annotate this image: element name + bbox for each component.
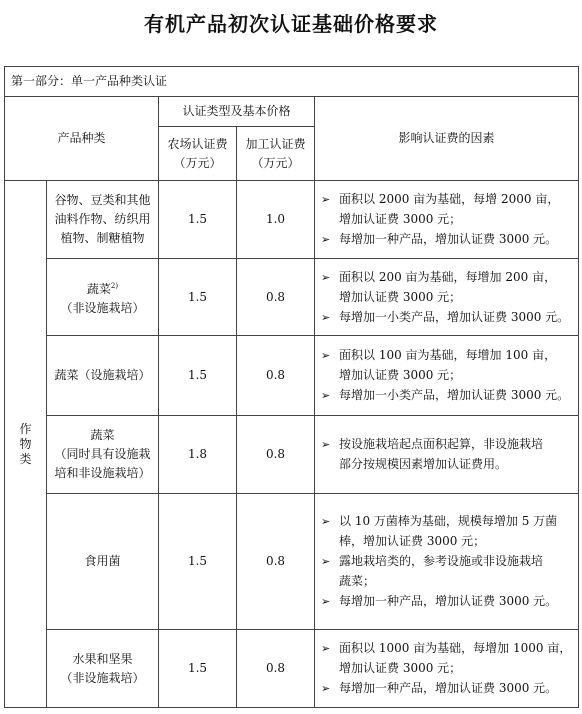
factor-text: 棒，增加认证费 3000 元；: [339, 534, 486, 548]
farm-fee-value: 1.5: [159, 259, 237, 336]
factor-text: 面积以 100 亩为基础，每增加 100 亩，: [339, 348, 557, 362]
product-cell: [47, 181, 159, 259]
product-line: （同时具有设施栽: [54, 447, 151, 461]
factors-cell: [315, 630, 579, 708]
factor-text: 增加认证费 3000 元；: [339, 368, 462, 382]
product-line: 食用菌: [84, 554, 121, 568]
factor-line: [321, 230, 572, 249]
processing-fee-value: 0.8: [237, 630, 315, 708]
header-processing-fee-unit: （万元）: [251, 155, 300, 170]
page-title: 有机产品初次认证基础价格要求: [144, 12, 438, 36]
processing-fee-value: 0.8: [237, 416, 315, 494]
factor-text: 面积以 200 亩为基础，每增加 200 亩，: [339, 269, 557, 284]
factor-line: [321, 308, 572, 327]
bullet-arrow-icon: ➢: [321, 389, 331, 402]
footnote-mark: 2): [110, 281, 119, 290]
factor-text: 增加认证费 3000 元；: [339, 212, 462, 226]
factor-line: [321, 190, 572, 209]
bullet-arrow-icon: ➢: [321, 682, 331, 695]
product-line: 蔬菜: [90, 428, 115, 442]
header-farm-fee: [159, 127, 237, 181]
header-product-category: 产品种类: [5, 97, 159, 181]
factor-line: [321, 366, 572, 385]
product-line: 油料作物、纺织用: [54, 212, 151, 226]
table-row: [5, 416, 579, 494]
factor-line: [321, 210, 572, 229]
factor-line: [321, 346, 572, 365]
factor-text: 露地栽培类的，参考设施或非设施栽培: [339, 554, 544, 568]
farm-fee-value: 1.5: [159, 494, 237, 630]
header-cert-type-group: 认证类型及基本价格: [159, 97, 315, 127]
bullet-arrow-icon: ➢: [321, 270, 331, 284]
category-label: [5, 181, 47, 708]
factor-line: [321, 386, 572, 405]
factors-cell: [315, 336, 579, 416]
factor-line: [321, 455, 572, 474]
farm-fee-value: 1.5: [159, 630, 237, 708]
product-line: 蔬菜$^{2)}$: [86, 281, 119, 296]
bullet-arrow-icon: ➢: [321, 193, 331, 206]
factor-line: [321, 572, 572, 591]
header-row-1: [5, 97, 579, 127]
factor-line: [321, 639, 572, 658]
factor-text: 每增加一种产品，增加认证费 3000 元。: [339, 594, 558, 608]
header-factors: 影响认证费的因素: [315, 97, 579, 181]
factor-text: 每增加一种产品，增加认证费 3000 元。: [339, 681, 558, 695]
product-line: 植物、制糖植物: [60, 231, 145, 245]
header-farm-fee-unit: （万元）: [173, 155, 222, 170]
factor-line: [321, 268, 572, 287]
product-line: 蔬菜（设施栽培）: [54, 368, 151, 382]
factor-line: [321, 435, 572, 454]
header-processing-fee-label: 加工认证费: [245, 136, 306, 151]
factor-line: [321, 679, 572, 698]
factors-cell: [315, 259, 579, 336]
product-cell: [47, 259, 159, 336]
section-title: 第一部分：单一产品种类认证: [5, 67, 579, 97]
factor-text: 增加认证费 3000 元；: [339, 661, 462, 675]
farm-fee-value: 1.8: [159, 416, 237, 494]
factor-text: 每增加一小类产品，增加认证费 3000 元。: [339, 309, 570, 324]
bullet-arrow-icon: ➢: [321, 349, 331, 362]
factor-text: 面积以 2000 亩为基础，每增 2000 亩，: [339, 192, 560, 206]
header-farm-fee-label: 农场认证费: [167, 136, 228, 151]
bullet-arrow-icon: ➢: [321, 515, 331, 528]
factor-text: 面积以 1000 亩为基础，每增加 1000 亩，: [339, 641, 572, 655]
category-char: 物: [19, 436, 32, 451]
product-line: （非设施栽培）: [60, 670, 145, 685]
bullet-arrow-icon: ➢: [321, 438, 331, 451]
factor-text: 每增加一小类产品，增加认证费 3000 元。: [339, 388, 570, 402]
processing-fee-value: 0.8: [237, 259, 315, 336]
category-char: 类: [19, 451, 32, 466]
bullet-arrow-icon: ➢: [321, 642, 331, 655]
product-line: 水果和坚果: [72, 651, 133, 666]
product-cell: [47, 336, 159, 416]
bullet-arrow-icon: ➢: [321, 233, 331, 246]
table-row: [5, 494, 579, 630]
product-line: 培和非设施栽培）: [54, 466, 151, 480]
category-char: 作: [19, 421, 32, 436]
table-row: [5, 630, 579, 708]
factor-line: [321, 288, 572, 307]
factor-line: [321, 512, 572, 531]
product-line: （非设施栽培）: [60, 300, 145, 315]
bullet-arrow-icon: ➢: [321, 555, 331, 568]
factors-cell: [315, 494, 579, 630]
factor-text: 以 10 万菌棒为基础，规模每增加 5 万菌: [339, 514, 558, 528]
factors-cell: [315, 181, 579, 259]
factors-cell: [315, 416, 579, 494]
farm-fee-value: 1.5: [159, 336, 237, 416]
factor-line: [321, 592, 572, 611]
factor-line: [321, 659, 572, 678]
processing-fee-value: 1.0: [237, 181, 315, 259]
product-cell: [47, 630, 159, 708]
table-row: [5, 259, 579, 336]
farm-fee-value: 1.5: [159, 181, 237, 259]
processing-fee-value: 0.8: [237, 336, 315, 416]
factor-text: 部分按规模因素增加认证费用。: [339, 457, 508, 471]
factor-line: [321, 532, 572, 551]
processing-fee-value: 0.8: [237, 494, 315, 630]
factor-text: 蔬菜；: [339, 574, 376, 588]
factor-text: 每增加一种产品，增加认证费 3000 元。: [339, 232, 558, 246]
header-processing-fee: [237, 127, 315, 181]
bullet-arrow-icon: ➢: [321, 595, 331, 608]
factor-line: [321, 552, 572, 571]
product-cell: [47, 416, 159, 494]
factor-text: 按设施栽培起点面积起算，非设施栽培: [339, 437, 544, 451]
factor-text: 增加认证费 3000 元；: [339, 289, 462, 304]
section-row: [5, 67, 579, 97]
table-row: [5, 336, 579, 416]
product-line: 谷物、豆类和其他: [54, 193, 151, 207]
table-row: [5, 181, 579, 259]
pricing-table: [4, 66, 579, 708]
product-cell: [47, 494, 159, 630]
bullet-arrow-icon: ➢: [321, 310, 331, 324]
